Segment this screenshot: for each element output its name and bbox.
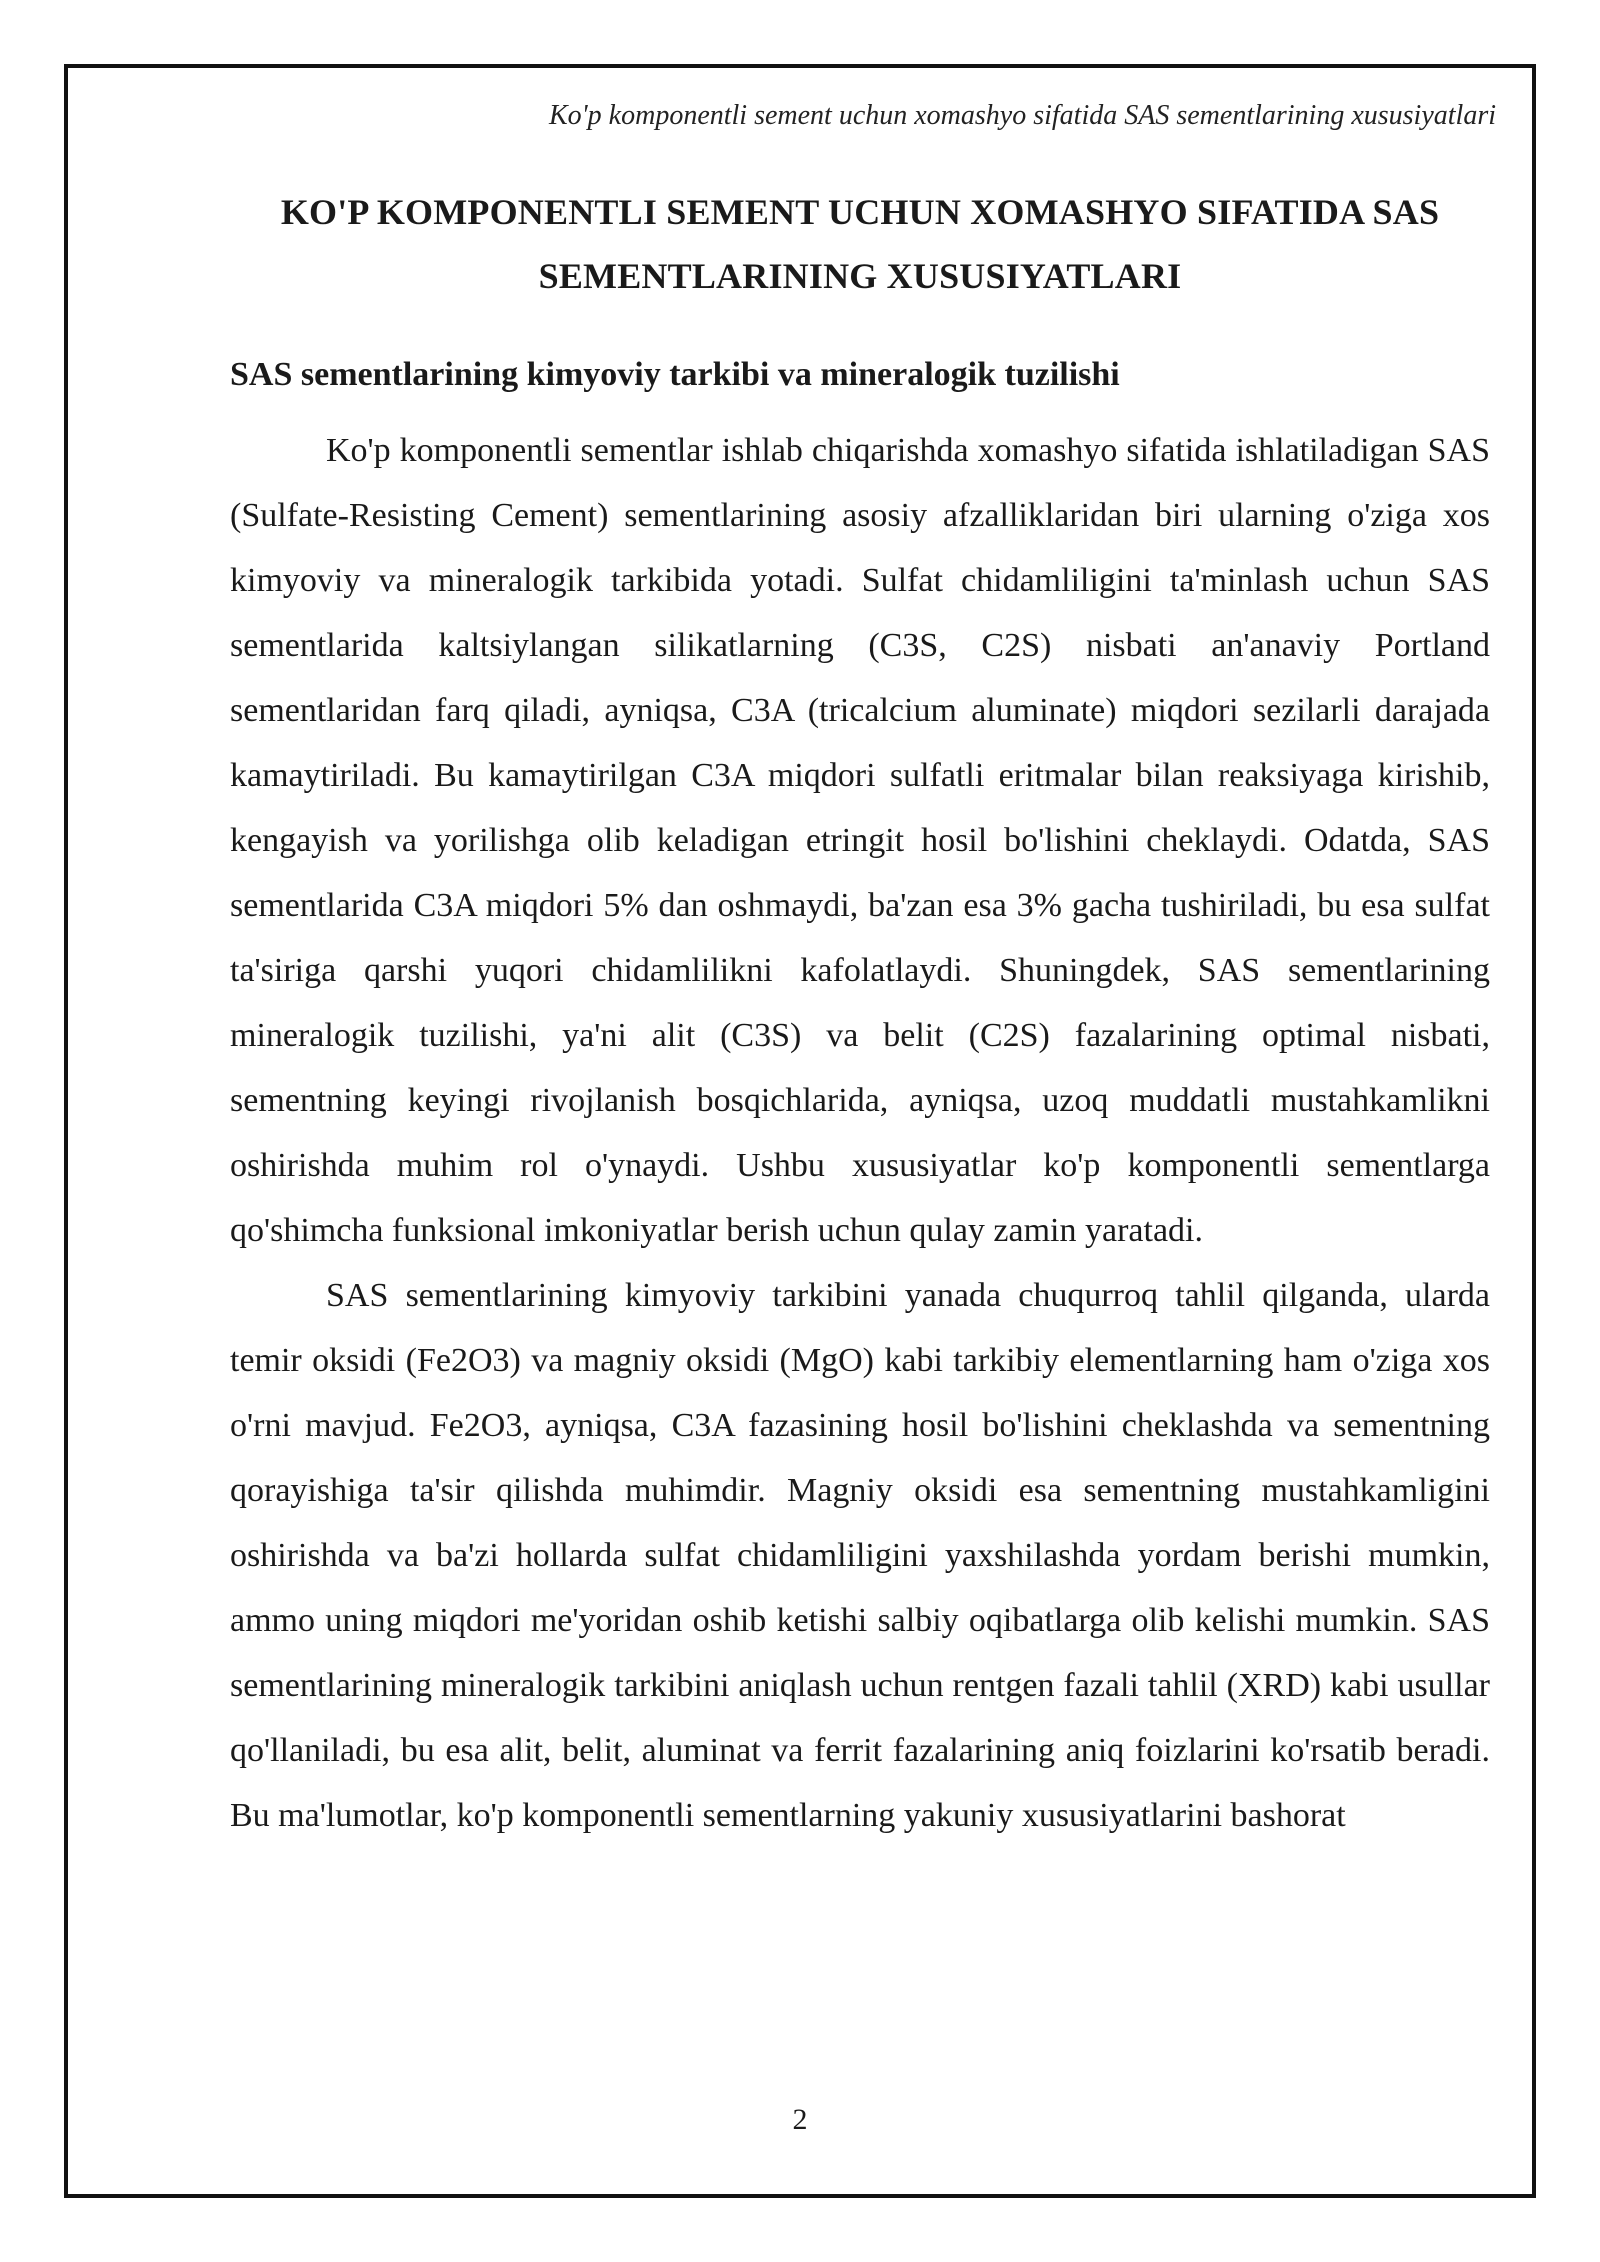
document-body bbox=[230, 180, 1490, 1848]
paragraph-1: Ko'p komponentli sementlar ishlab chiqarishda xomashyo sifatida ishlatiladigan SAS (Sulfate-Resisting Cement) sementlarining asosiy afzalliklaridan biri ularning o'ziga xos kimyoviy va mineralogik tarkibida yotadi. Sulfat chidamliligini ta'minlash uchun SAS sementlarida kaltsiylangan silikatlarning (C3S, C2S) nisbati an'anaviy Portland sementlaridan farq qiladi, ayniqsa, C3A (tricalcium aluminate) miqdori sezilarli darajada kamaytiriladi. Bu kamaytirilgan C3A miqdori sulfatli eritmalar bilan reaksiyaga kirishib, kengayish va yorilishga olib keladigan etringit hosil bo'lishini cheklaydi. Odatda, SAS sementlarida C3A miqdori 5% dan oshmaydi, ba'zan esa 3% gacha tushiriladi, bu esa sulfat ta'siriga qarshi yuqori chidamlilikni kafolatlaydi. Shuningdek, SAS sementlarining mineralogik tuzilishi, ya'ni alit (C3S) va belit (C2S) fazalarining optimal nisbati, sementning keyingi rivojlanish bosqichlarida, ayniqsa, uzoq muddatli mustahkamlikni oshirishda muhim rol o'ynaydi. Ushbu xususiyatlar ko'p komponentli sementlarga qo'shimcha funksional imkoniyatlar berish uchun qulay zamin yaratadi. bbox=[230, 432, 1490, 1249]
section-heading: SAS sementlarining kimyoviy tarkibi va mineralogik tuzilishi bbox=[230, 356, 1120, 393]
running-header: Ko'p komponentli sement uchun xomashyo sifatida SAS sementlarining xususiyatlari bbox=[549, 100, 1496, 131]
paragraph-2: SAS sementlarining kimyoviy tarkibini yanada chuqurroq tahlil qilganda, ularda temir oksidi (Fe2O3) va magniy oksidi (MgO) kabi tarkibiy elementlarning ham o'ziga xos o'rni mavjud. Fe2O3, ayniqsa, C3A fazasining hosil bo'lishini cheklashda va sementning qorayishiga ta'sir qilishda muhimdir. Magniy oksidi esa sementning mustahkamligini oshirishda va ba'zi hollarda sulfat chidamliligini yaxshilashda yordam berishi mumkin, ammo uning miqdori me'yoridan oshib ketishi salbiy oqibatlarga olib kelishi mumkin. SAS sementlarining mineralogik tarkibini aniqlash uchun rentgen fazali tahlil (XRD) kabi usullar qo'llaniladi, bu esa alit, belit, aluminat va ferrit fazalarining aniq foizlarini ko'rsatib beradi. Bu ma'lumotlar, ko'p komponentli sementlarning yakuniy xususiyatlarini bashorat bbox=[230, 1277, 1490, 1834]
document-title: KO'P KOMPONENTLI SEMENT UCHUN XOMASHYO SIFATIDA SAS SEMENTLARINING XUSUSIYATLARI bbox=[280, 192, 1440, 296]
page-number: 2 bbox=[792, 2103, 808, 2136]
